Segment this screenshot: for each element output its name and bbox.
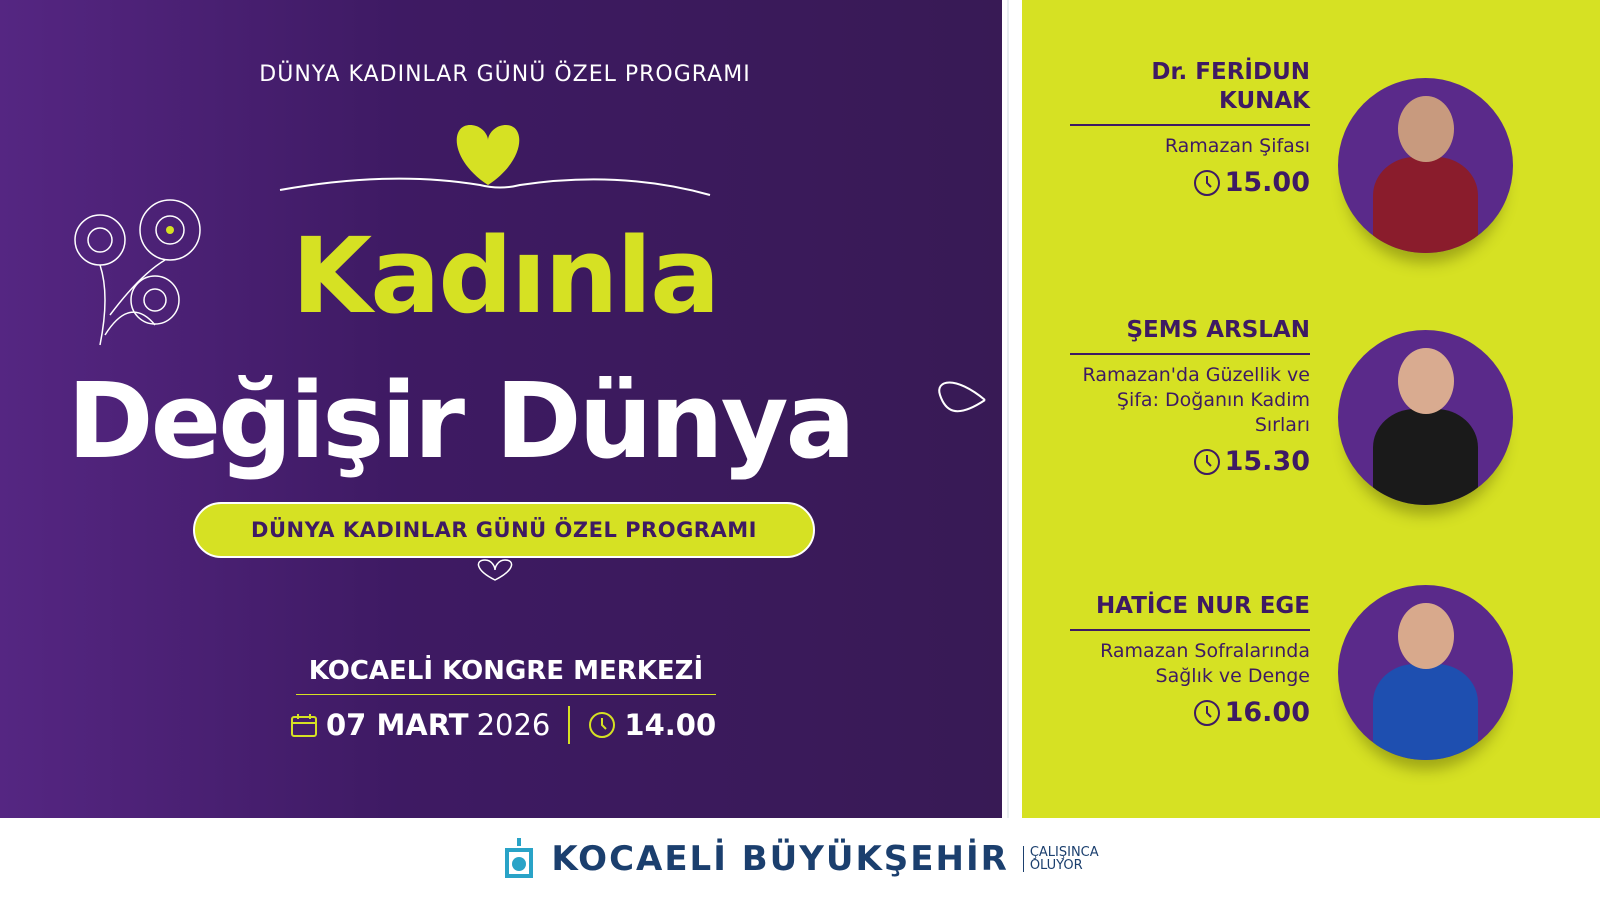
brand-name: KOCAELİ BÜYÜKŞEHİR	[551, 839, 1009, 879]
program-subtitle: DÜNYA KADINLAR GÜNÜ ÖZEL PROGRAMI	[259, 62, 751, 87]
speaker-topic: Ramazan Sofralarında Sağlık ve Denge	[1100, 640, 1310, 687]
speaker-3	[1070, 592, 1310, 728]
speaker-name: HATİCE NUR EGE	[1070, 592, 1310, 631]
heart-line-decoration	[270, 120, 720, 210]
clock-icon	[588, 711, 616, 739]
speaker-name: ŞEMS ARSLAN	[1070, 316, 1310, 355]
event-datetime	[290, 706, 716, 744]
divider-line	[1007, 0, 1009, 818]
speaker-1-photo	[1338, 78, 1513, 253]
speaker-topic: Ramazan Şifası	[1164, 135, 1310, 157]
speaker-time: 16.00	[1224, 697, 1310, 728]
event-year: 2026	[476, 708, 551, 742]
speaker-3-photo	[1338, 585, 1513, 760]
venue: KOCAELİ KONGRE MERKEZİ	[296, 656, 716, 695]
clock-icon	[1193, 699, 1221, 727]
program-pill: DÜNYA KADINLAR GÜNÜ ÖZEL PROGRAMI	[193, 502, 815, 558]
heart-outline-bottom	[470, 555, 520, 585]
speaker-2	[1070, 316, 1310, 477]
title-line-1: Kadınla	[291, 215, 719, 337]
speaker-2-photo	[1338, 330, 1513, 505]
speaker-topic: Ramazan'da Güzellik ve Şifa: Doğanın Kadim Sırları	[1082, 364, 1310, 436]
speaker-time: 15.00	[1224, 167, 1310, 198]
event-date: 07 MART	[326, 708, 469, 742]
speaker-1	[1070, 58, 1310, 198]
kocaeli-logo-icon	[501, 836, 537, 882]
footer	[0, 818, 1600, 900]
title-line-2: Değişir Dünya	[67, 360, 853, 482]
slogan	[1023, 846, 1099, 872]
slogan-line-1: ÇALIŞINCA	[1029, 845, 1099, 860]
speaker-time: 15.30	[1224, 446, 1310, 477]
speaker-name: Dr. FERİDUN KUNAK	[1070, 58, 1310, 126]
calendar-icon	[290, 712, 318, 738]
clock-icon	[1193, 169, 1221, 197]
slogan-line-2: OLUYOR	[1029, 858, 1083, 873]
heart-outline-right	[935, 375, 995, 425]
clock-icon	[1193, 448, 1221, 476]
divider	[568, 706, 570, 744]
event-time: 14.00	[624, 708, 717, 742]
